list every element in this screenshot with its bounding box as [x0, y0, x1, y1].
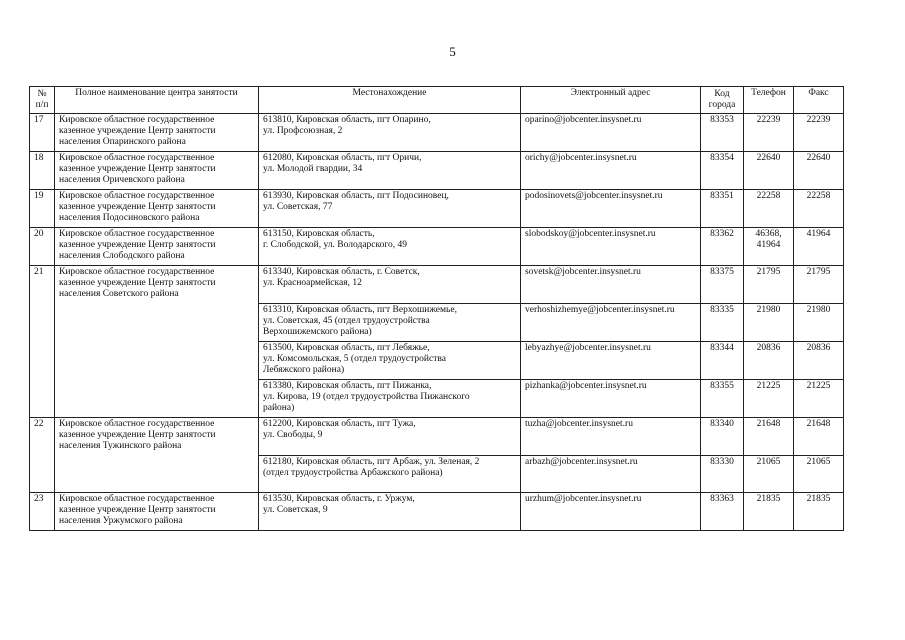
page-number: 5 [449, 44, 456, 59]
row-phone: 46368, 41964 [744, 228, 794, 266]
row-fax: 22640 [794, 152, 844, 190]
row-email: lebyazhye@jobcenter.insysnet.ru [521, 342, 701, 380]
row-code: 83355 [701, 380, 744, 418]
row-num: 19 [30, 190, 55, 228]
row-num: 18 [30, 152, 55, 190]
row-code: 83330 [701, 456, 744, 493]
header-email: Электронный адрес [521, 87, 701, 114]
header-location: Местонахождение [259, 87, 521, 114]
table-row [30, 493, 844, 531]
table-row [30, 114, 844, 152]
row-fax: 22258 [794, 190, 844, 228]
row-num: 23 [30, 493, 55, 531]
row-location: 612200, Кировская область, пгт Тужа, ул. Свободы, 9 [259, 418, 521, 456]
row-fax: 22239 [794, 114, 844, 152]
row-phone: 21225 [744, 380, 794, 418]
row-location: 613310, Кировская область, пгт Верхошижемье, ул. Советская, 45 (отдел трудоустройства Верхошижемского района) [259, 304, 521, 342]
row-code: 83363 [701, 493, 744, 531]
header-phone: Телефон [744, 87, 794, 114]
row-phone: 22640 [744, 152, 794, 190]
row-num: 17 [30, 114, 55, 152]
row-num: 21 [30, 266, 55, 418]
row-phone: 21795 [744, 266, 794, 304]
row-code: 83353 [701, 114, 744, 152]
row-phone: 20836 [744, 342, 794, 380]
table-row [30, 152, 844, 190]
row-location: 613380, Кировская область, пгт Пижанка, ул. Кирова, 19 (отдел трудоустройства Пижанского района) [259, 380, 521, 418]
row-location: 613150, Кировская область, г. Слободской, ул. Володарского, 49 [259, 228, 521, 266]
row-location: 613810, Кировская область, пгт Опарино, ул. Профсоюзная, 2 [259, 114, 521, 152]
row-fax: 21835 [794, 493, 844, 531]
row-location: 613930, Кировская область, пгт Подосиновец, ул. Советская, 77 [259, 190, 521, 228]
row-code: 83340 [701, 418, 744, 456]
row-phone: 21648 [744, 418, 794, 456]
row-num: 22 [30, 418, 55, 493]
row-code: 83362 [701, 228, 744, 266]
row-phone: 21835 [744, 493, 794, 531]
table-row [30, 418, 844, 456]
row-email: arbazh@jobcenter.insysnet.ru [521, 456, 701, 493]
row-code: 83344 [701, 342, 744, 380]
row-location: 613500, Кировская область, пгт Лебяжье, ул. Комсомольская, 5 (отдел трудоустройства Лебяжского района) [259, 342, 521, 380]
row-phone: 22239 [744, 114, 794, 152]
row-email: podosinovets@jobcenter.insysnet.ru [521, 190, 701, 228]
row-email: sovetsk@jobcenter.insysnet.ru [521, 266, 701, 304]
row-fax: 21065 [794, 456, 844, 493]
row-location: 613530, Кировская область, г. Уржум, ул. Советская, 9 [259, 493, 521, 531]
row-name: Кировское областное государственное казенное учреждение Центр занятости населения Опаринского района [55, 114, 259, 152]
row-phone: 22258 [744, 190, 794, 228]
table-row [30, 228, 844, 266]
table-row [30, 266, 844, 304]
row-email: orichy@jobcenter.insysnet.ru [521, 152, 701, 190]
row-name: Кировское областное государственное казенное учреждение Центр занятости населения Подосиновского района [55, 190, 259, 228]
row-location: 613340, Кировская область, г. Советск, ул. Красноармейская, 12 [259, 266, 521, 304]
row-phone: 21980 [744, 304, 794, 342]
row-phone: 21065 [744, 456, 794, 493]
row-email: verhoshizhemye@jobcenter.insysnet.ru [521, 304, 701, 342]
row-location: 612180, Кировская область, пгт Арбаж, ул. Зеленая, 2 (отдел трудоустройства Арбажского района) [259, 456, 521, 493]
row-fax: 21980 [794, 304, 844, 342]
header-fax: Факс [794, 87, 844, 114]
row-code: 83335 [701, 304, 744, 342]
table-row [30, 190, 844, 228]
row-fax: 41964 [794, 228, 844, 266]
row-name: Кировское областное государственное казенное учреждение Центр занятости населения Слободского района [55, 228, 259, 266]
header-num: № п/п [30, 87, 55, 114]
header-name: Полное наименование центра занятости [55, 87, 259, 114]
row-location: 612080, Кировская область, пгт Оричи, ул. Молодой гвардии, 34 [259, 152, 521, 190]
row-fax: 21225 [794, 380, 844, 418]
row-email: pizhanka@jobcenter.insysnet.ru [521, 380, 701, 418]
row-name: Кировское областное государственное казенное учреждение Центр занятости населения Тужинского района [55, 418, 259, 493]
row-fax: 21795 [794, 266, 844, 304]
row-num: 20 [30, 228, 55, 266]
row-name: Кировское областное государственное казенное учреждение Центр занятости населения Оричевского района [55, 152, 259, 190]
row-email: oparino@jobcenter.insysnet.ru [521, 114, 701, 152]
row-email: slobodskoy@jobcenter.insysnet.ru [521, 228, 701, 266]
row-code: 83354 [701, 152, 744, 190]
row-name: Кировское областное государственное казенное учреждение Центр занятости населения Советского района [55, 266, 259, 418]
row-code: 83351 [701, 190, 744, 228]
header-code: Код города [701, 87, 744, 114]
row-code: 83375 [701, 266, 744, 304]
row-email: tuzha@jobcenter.insysnet.ru [521, 418, 701, 456]
job-centers-table [29, 86, 844, 531]
row-fax: 21648 [794, 418, 844, 456]
row-name: Кировское областное государственное казенное учреждение Центр занятости населения Уржумского района [55, 493, 259, 531]
row-fax: 20836 [794, 342, 844, 380]
table-header-row [30, 87, 844, 114]
row-email: urzhum@jobcenter.insysnet.ru [521, 493, 701, 531]
